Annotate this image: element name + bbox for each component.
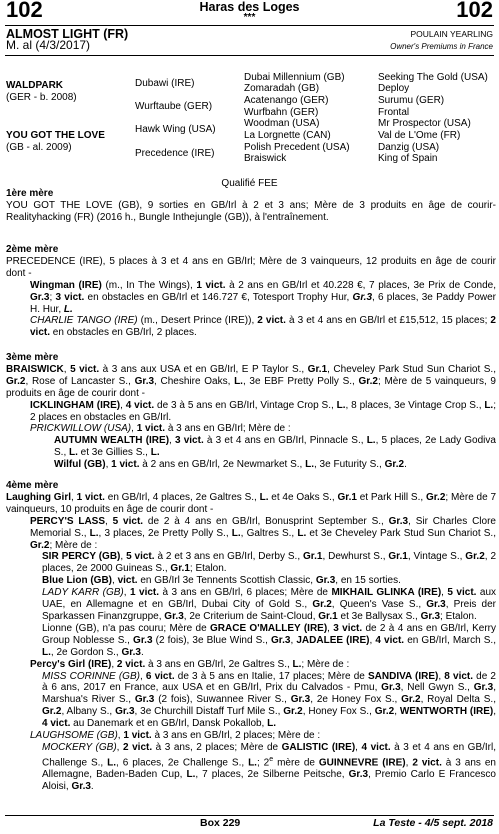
pedigree-g3-item: Polish Precedent (USA)	[244, 142, 350, 153]
pedigree-g4-item: Deploy	[378, 83, 410, 94]
produce-text: en GB/Irl, March S.,	[404, 634, 496, 646]
produce-text: de 3 à 5 ans en Italie, 17 places; Mère de	[174, 670, 368, 682]
wins: 2 vict.	[116, 658, 146, 670]
grade: Gr.3	[381, 682, 401, 694]
pedigree-g3-item: Wurfbahn (GER)	[244, 107, 319, 118]
horse-name: ALMOST LIGHT (FR)	[6, 27, 129, 41]
listed: L.	[292, 658, 302, 670]
produce-text: , Marshua's River S.,	[42, 682, 496, 706]
produce-name: AUTUMN WEALTH (IRE)	[54, 435, 170, 447]
produce-name: Wilful (GB)	[54, 459, 106, 471]
produce-text: ; Mère de :	[301, 658, 350, 670]
produce-text: en obstacles en GB/Irl et 146.727 €, Totesport Trophy Hur,	[84, 291, 353, 303]
grade: Gr.2	[425, 491, 446, 503]
produce-name: GUINNEVRE (IRE)	[318, 757, 406, 769]
grade: Gr.2	[42, 706, 62, 718]
produce-text: , Rose of Lancaster S.,	[25, 375, 135, 387]
produce-text: ; Etalon.	[189, 563, 227, 575]
produce-text: , 6 places, 2e Challenge S.,	[116, 757, 249, 769]
lot-number-right: 102	[456, 0, 493, 22]
dam-name: YOU GOT THE LOVE	[6, 130, 105, 141]
listed: L.	[267, 718, 277, 730]
grade: Gr.2	[374, 706, 395, 718]
produce-text: , 3e Churchill Distaff Turf Mile S.,	[134, 706, 284, 718]
grade: Gr.3	[133, 634, 153, 646]
listed: L.	[305, 459, 314, 471]
wins: 5 vict.	[70, 363, 100, 375]
produce-name: PRICKWILLOW (USA)	[30, 423, 132, 435]
dam-braiswick: BRAISWICK, 5 vict. à 3 ans aux USA et en GB/Irl, E P Taylor S., Gr.1, Cheveley Park Stud Sun Chariot S., Gr.2, Rose of Lancaster S., Gr.3, Cheshire Oaks, L., 3e EBF Pretty Polly S., Gr.2; Mère de 5 vainqueurs, 9 produits en âge de courir dont -	[6, 363, 496, 399]
produce-text: au Danemark et en GB/Irl, Dansk Pokallob,	[70, 718, 268, 730]
produce-autumn-wealth: AUTUMN WEALTH (IRE), 3 vict. à 3 et 4 ans en GB/Irl, Pinnacle S., L., 5 places, 2e Lady Godiva S., L. et 3e Gillies S., L.	[54, 435, 496, 459]
produce-text: , Nell Gwyn S.,	[400, 682, 474, 694]
produce-text: , Cheveley Park Stud Sun Chariot S.,	[327, 363, 496, 375]
pedigree-g4-item: Surumu (GER)	[378, 95, 445, 106]
grade: Gr.3	[315, 575, 336, 587]
produce-lady-karr: LADY KARR (GB), 1 vict. à 3 ans en GB/Irl, 6 places; Mère de MIKHAIL GLINKA (IRE), 5 vict. aux UAE, en Allemagne et en GB/Irl, Dubai City of Gold S., Gr.2, Queen's Vase S., Gr.3, Preis der Sparkassen Finanzgruppe, Gr.3, 2e Criterium de Saint-Cloud, Gr.1 et 3e Ballysax S., Gr.3; Etalon.	[42, 587, 497, 622]
sale-info: La Teste - 4/5 sept. 2018	[373, 817, 493, 829]
produce-name: SIR PERCY (GB)	[42, 551, 121, 563]
listed: L.	[484, 399, 494, 411]
produce-text: ,	[290, 634, 294, 646]
produce-text: à 3 ans en GB/Irl; Mère de :	[165, 423, 291, 435]
grade: Gr.3	[420, 610, 441, 622]
produce-name: JADALEE (IRE)	[296, 634, 370, 646]
produce-text: , Premio Carlo E Francesco Aloisi,	[42, 769, 496, 792]
grade: Gr.2	[283, 706, 303, 718]
produce-text: à 2 et 3 ans en GB/Irl, Derby S.,	[154, 551, 303, 563]
produce-text: Lionne (GB), n'a pas couru; Mère de	[42, 622, 210, 634]
produce-text: ; 2 places en obstacles en GB/Irl.	[30, 399, 496, 423]
produce-name: Percy's Girl (IRE)	[30, 658, 112, 670]
produce-text: de 2 à 4 ans en GB/Irl, Bonusprint September S.,	[143, 515, 389, 527]
produce-text: , 6 places, 3e Paddy Power H. Hur,	[30, 291, 496, 315]
grade: Gr.2	[6, 375, 26, 387]
produce-text: , Galtres S.,	[240, 527, 298, 539]
pedigree-g3-item: Braiswick	[244, 153, 287, 164]
grade: Gr.2	[358, 375, 378, 387]
produce-text: en GB/Irl, 4 places, 2e Galtres S.,	[104, 491, 260, 503]
produce-text: (m., In The Wings),	[101, 279, 197, 291]
pedigree-g2-item: Wurftaube (GER)	[135, 101, 213, 112]
produce-text: , Queen's Vase S.,	[331, 599, 427, 611]
wins: 1 vict.	[130, 587, 160, 599]
produce-text: , en 15 sorties.	[335, 575, 401, 587]
second-dam-intro: PRECEDENCE (IRE), 5 places à 3 et 4 ans en GB/Irl; Mère de 3 vainqueurs, 12 produits en âge de courir dont -	[6, 255, 496, 279]
grade: Gr.3	[115, 706, 135, 718]
owners-premiums: Owner's Premiums in France	[390, 42, 493, 51]
wins: 2 vict.	[30, 315, 496, 339]
produce-text: en GB/Irl 3e Tennents Scottish Classic,	[137, 575, 316, 587]
produce-text: , Dewhurst S.,	[322, 551, 389, 563]
produce-text: à 2 ans en GB/Irl et 40.228 €, 7 places, 3e Prix de Conde,	[225, 279, 496, 291]
pedigree-g3-item: Dubai Millennium (GB)	[244, 72, 345, 83]
wins: 4 vict.	[125, 399, 155, 411]
produce-text: , 5 places, 2e Lady Godiva S.,	[54, 435, 496, 459]
grade: Gr.3	[134, 375, 155, 387]
first-dam-text: YOU GOT THE LOVE (GB), 9 sorties en GB/Irl à 2 et 3 ans; Mère de 3 produits en âge de courir- Realityhacking (FR) (2016 h., Bungle Inthejungle (GB)), à l'entraînement.	[6, 199, 496, 223]
listed: L.	[42, 646, 51, 658]
produce-text: ,	[112, 575, 118, 587]
listed: L.	[336, 399, 346, 411]
produce-text: à 3 ans en GB/Irl, 6 places; Mère de	[159, 587, 332, 599]
produce-text: , Royal Delta S.,	[420, 694, 496, 706]
grade: Gr.3	[121, 646, 141, 658]
listed: L.	[63, 303, 73, 315]
produce-name: LAUGHSOME (GB)	[30, 730, 118, 742]
produce-text: en obstacles en GB/Irl, 2 places.	[50, 327, 197, 339]
produce-text: , 2e Criterium de Saint-Cloud,	[183, 610, 319, 622]
produce-name: MISS CORINNE (GB)	[42, 670, 140, 682]
wins: 2 vict.	[257, 315, 286, 327]
produce-text: et 3e Ballysax S.,	[337, 610, 421, 622]
produce-wingman	[6, 280, 496, 316]
produce-icklingham: ICKLINGHAM (IRE), 4 vict. de 3 à 5 ans en GB/Irl, Vintage Crop S., L., 8 places, 3e Vintage Crop S., L.; 2 places en obstacles en GB/Irl.	[30, 399, 496, 423]
wins: 3 vict.	[174, 435, 204, 447]
produce-mockery: MOCKERY (GB), 2 vict. à 3 ans, 2 places; Mère de GALISTIC (IRE), 4 vict. à 3 et 4 ans en GB/Irl, Challenge S., L., 6 places, 2e Challenge S., L.; 2e mère de GUINNEVRE (IRE), 2 vict. à 3 ans en Allemagne, Baden-Baden Cup, L., 7 places, 2e Silberne Peitsche, Gr.3, Premio Carlo E Francesco Aloisi, Gr.3.	[42, 741, 497, 792]
listed: L.	[89, 527, 99, 539]
listed: L.	[69, 447, 78, 459]
header-rule	[5, 25, 494, 26]
dam-laughing-girl: Laughing Girl, 1 vict. en GB/Irl, 4 places, 2e Galtres S., L. et 4e Oaks S., Gr.1 et Park Hill S., Gr.2; Mère de 7 vainqueurs, 10 produits en âge de courir dont -	[6, 491, 497, 515]
wins: vict.	[117, 575, 138, 587]
grade: Gr.2	[465, 551, 485, 563]
third-dam-heading: 3ème mère	[6, 352, 59, 363]
produce-name: Wingman (IRE)	[30, 279, 102, 291]
section-first-dam	[6, 188, 496, 224]
wins: 5 vict.	[112, 515, 144, 527]
produce-prickwillow: PRICKWILLOW (USA), 1 vict. à 3 ans en GB/Irl; Mère de :	[30, 423, 291, 435]
produce-text: , 2 places, 2e 2000 Guineas S.,	[42, 551, 496, 575]
produce-name: BRAISWICK	[6, 363, 64, 375]
wins: 1 vict.	[196, 279, 226, 291]
produce-text: ; 2	[256, 757, 270, 769]
pedigree-g4-item: Mr Prospector (USA)	[378, 118, 471, 129]
produce-text: (m., Desert Prince (IRE)),	[137, 315, 258, 327]
produce-text: de 2 à 4 ans en GB/Irl, Kerry Group Noblesse S.,	[42, 622, 496, 646]
pedigree-g4-item: Danzig (USA)	[378, 142, 440, 153]
listed: L.	[248, 757, 257, 769]
produce-text: , Vintage S.,	[407, 551, 466, 563]
grade: Gr.3	[134, 694, 155, 706]
first-dam-heading: 1ère mère	[6, 188, 54, 199]
produce-miss-corinne: MISS CORINNE (GB), 6 vict. de 3 à 5 ans en Italie, 17 places; Mère de SANDIVA (IRE), 8 vict. de 2 à 6 ans, 2017 en France, aux USA et en GB/Irl, Prix du Calvados - Pmu, Gr.3, Nell Gwyn S., Gr.3, Marshua's River S., Gr.3 (2 fois), Suwannee River S., Gr.3, 2e Honey Fox S., Gr.2, Royal Delta S., Gr.2, Albany S., Gr.3, 3e Churchill Distaff Turf Mile S., Gr.2, Honey Fox S., Gr.2, WENTWORTH (IRE), 4 vict. au Danemark et en GB/Irl, Dansk Pokallob, L.	[42, 670, 496, 730]
grade: Gr.2	[384, 459, 405, 471]
produce-name: Laughing Girl	[6, 491, 72, 503]
wins: 5 vict.	[447, 587, 477, 599]
pedigree-g3-item: Zomaradah (GB)	[244, 83, 320, 94]
produce-text: , 2e Gordon S.,	[50, 646, 122, 658]
superscript: e	[269, 755, 274, 763]
listed: L.	[231, 527, 241, 539]
title-rule	[5, 55, 494, 56]
grade: Gr.3	[426, 599, 446, 611]
horse-status: POULAIN YEARLING	[410, 29, 493, 39]
produce-text: à 3 ans en Allemagne, Baden-Baden Cup,	[42, 757, 496, 781]
produce-text: , 3e Futurity S.,	[314, 459, 385, 471]
grade: Gr.1	[170, 563, 190, 575]
pedigree-g2-item: Dubawi (IRE)	[135, 78, 195, 89]
consignor-name: Haras des Loges	[199, 0, 300, 14]
produce-sir-percy: SIR PERCY (GB), 5 vict. à 2 et 3 ans en GB/Irl, Derby S., Gr.1, Dewhurst S., Gr.1, Vintage S., Gr.2, 2 places, 2e 2000 Guineas S., Gr.1; Etalon.	[42, 551, 496, 575]
dam-info: (GB - al. 2009)	[6, 142, 72, 153]
wins: 8 vict.	[444, 670, 474, 682]
listed: L.	[107, 757, 117, 769]
produce-text: à 3 et 4 ans en GB/Irl et £15,512, 15 places;	[285, 315, 491, 327]
produce-text: ; Mère de 7 vainqueurs, 10 produits en âge de courir dont -	[6, 491, 497, 515]
produce-wilful: Wilful (GB), 1 vict. à 2 ans en GB/Irl, 2e Newmarket S., L., 3e Futurity S., Gr.2.	[54, 459, 407, 471]
produce-text: et 3e Gillies S.,	[77, 447, 151, 459]
produce-blue-lion	[6, 575, 496, 587]
grade: Gr.1	[388, 551, 408, 563]
grade: Gr.3	[388, 515, 409, 527]
pedigree-g3-item: Acatenango (GER)	[244, 95, 329, 106]
qualifie-fee: Qualifié FEE	[221, 178, 278, 189]
pedigree-g4-item: Frontal	[378, 107, 410, 118]
wins: 2 vict.	[412, 757, 442, 769]
produce-text: aux UAE, en Allemagne et en GB/Irl, Dubai City of Gold S.,	[42, 587, 497, 611]
produce-text: , Cheshire Oaks,	[154, 375, 235, 387]
produce-text: , Honey Fox S.,	[302, 706, 375, 718]
produce-text: ; Mère de :	[49, 539, 98, 551]
pedigree-g3-item: Woodman (USA)	[244, 118, 320, 129]
wins: 3 vict.	[333, 622, 363, 634]
produce-name: MOCKERY (GB)	[42, 741, 117, 753]
produce-text: à 3 ans, 2 places; Mère de	[152, 741, 282, 753]
listed: L.	[186, 769, 196, 781]
produce-text: ,	[394, 706, 397, 718]
grade: Gr.2	[30, 539, 50, 551]
grade: Gr.1	[307, 363, 328, 375]
produce-name: SANDIVA (IRE)	[368, 670, 439, 682]
wins: 6 vict.	[145, 670, 175, 682]
section-fourth-dam	[6, 480, 496, 793]
produce-name: PERCY'S LASS	[30, 515, 106, 527]
grade: Gr.3	[352, 291, 373, 303]
produce-text: , 3 places, 2e Pretty Polly S.,	[98, 527, 232, 539]
grade: Gr.3	[473, 682, 494, 694]
produce-text: à 3 ans en GB/Irl, 2 places; Mère de :	[151, 730, 321, 742]
produce-text: mère de	[273, 757, 319, 769]
grade: Gr.1	[318, 610, 338, 622]
produce-text: , 2e Honey Fox S.,	[310, 694, 402, 706]
pedigree-g4-item: King of Spain	[378, 153, 438, 164]
produce-text: (2 fois), 3e Blue Wind S.,	[152, 634, 271, 646]
wins: 5 vict.	[126, 551, 155, 563]
listed: L.	[234, 375, 243, 387]
section-second-dam	[6, 244, 496, 339]
footer-rule	[5, 815, 494, 816]
sire-name: WALDPARK	[6, 80, 64, 91]
produce-name: WENTWORTH (IRE)	[399, 706, 494, 718]
grade: Gr.3	[290, 694, 311, 706]
produce-text: , 3e EBF Pretty Polly S.,	[242, 375, 359, 387]
section-third-dam	[6, 352, 496, 471]
produce-text: de 2 à 6 ans, 2017 en France, aux USA et en GB/Irl, Prix du Calvados - Pmu,	[42, 670, 496, 694]
fourth-dam-heading: 4ème mère	[6, 480, 59, 491]
produce-lionne: Lionne (GB), n'a pas couru; Mère de GRACE O'MALLEY (IRE), 3 vict. de 2 à 4 ans en GB/Irl, Kerry Group Noblesse S., Gr.3 (2 fois), 3e Blue Wind S., Gr.3, JADALEE (IRE), 4 vict. en GB/Irl, March S., L., 2e Gordon S., Gr.3.	[42, 622, 496, 658]
produce-text: ; Etalon.	[440, 610, 477, 622]
wins: 3 vict.	[55, 291, 85, 303]
listed: L.	[150, 447, 160, 459]
produce-text: ; Mère de 5 vainqueurs, 9 produits en âge de courir dont -	[6, 375, 496, 399]
produce-percys-girl: Percy's Girl (IRE), 2 vict. à 3 ans en GB/Irl, 2e Galtres S., L.; Mère de :	[30, 658, 350, 670]
wins: 4 vict.	[375, 634, 405, 646]
produce-text: et Park Hill S.,	[356, 491, 426, 503]
grade: Gr.3	[30, 291, 50, 303]
produce-text: à 3 ans aux USA et en GB/Irl, E P Taylor S.,	[99, 363, 308, 375]
produce-name: ICKLINGHAM (IRE)	[30, 399, 121, 411]
pedigree-g2-item: Precedence (IRE)	[135, 148, 215, 159]
grade: Gr.3	[164, 610, 184, 622]
grade: Gr.2	[312, 599, 332, 611]
produce-text: , 7 places, 2e Silberne Peitsche,	[195, 769, 349, 781]
produce-name: MIKHAIL GLINKA (IRE)	[331, 587, 442, 599]
grade: Gr.1	[303, 551, 323, 563]
produce-name: Blue Lion (GB)	[42, 575, 112, 587]
grade: Gr.3	[348, 769, 369, 781]
grade: Gr.1	[337, 491, 357, 503]
wins: 1 vict.	[123, 730, 152, 742]
pedigree-g3-item: La Lorgnette (CAN)	[244, 130, 331, 141]
produce-text: , Preis der Sparkassen Finanzgruppe,	[42, 599, 497, 622]
produce-text: .	[140, 646, 144, 658]
produce-charlie-tango	[6, 315, 496, 339]
produce-text: de 3 à 5 ans en GB/Irl, Vintage Crop S.,	[154, 399, 337, 411]
produce-name: LADY KARR (GB)	[42, 587, 124, 599]
produce-text: à 2 ans en GB/Irl, 2e Newmarket S.,	[139, 459, 306, 471]
produce-text: à 3 et 4 ans en GB/Irl, Challenge S.,	[42, 741, 497, 769]
wins: 4 vict.	[42, 718, 71, 730]
produce-text: , Sir Charles Clore Memorial S.,	[30, 515, 496, 539]
second-dam-heading: 2ème mère	[6, 244, 59, 255]
produce-text: , 8 places, 3e Vintage Crop S.,	[345, 399, 485, 411]
produce-text: à 3 et 4 ans en GB/Irl, Pinnacle S.,	[203, 435, 367, 447]
produce-text: , Albany S.,	[61, 706, 116, 718]
produce-text: à 3 ans en GB/Irl, 2e Galtres S.,	[145, 658, 293, 670]
box-number: Box 229	[200, 817, 241, 829]
produce-name: GRACE O'MALLEY (IRE)	[210, 622, 328, 634]
wins: 1 vict.	[136, 423, 166, 435]
listed: L.	[297, 527, 307, 539]
produce-text: (2 fois), Suwannee River S.,	[154, 694, 291, 706]
wins: 4 vict.	[361, 741, 391, 753]
produce-text: et 4e Oaks S.,	[268, 491, 338, 503]
produce-text: .	[90, 780, 94, 792]
produce-name: CHARLIE TANGO (IRE)	[30, 315, 138, 327]
pedigree-g4-item: Val de L'Ome (FR)	[378, 130, 461, 141]
produce-percys-lass: PERCY'S LASS, 5 vict. de 2 à 4 ans en GB/Irl, Bonusprint September S., Gr.3, Sir Charles Clore Memorial S., L., 3 places, 2e Pretty Polly S., L., Galtres S., L. et 3e Cheveley Park Stud Sun Chariot S., Gr.2; Mère de :	[30, 515, 496, 551]
wins: 1 vict.	[111, 459, 140, 471]
listed: L.	[259, 491, 269, 503]
pedigree-g2-item: Hawk Wing (USA)	[135, 124, 216, 135]
listed: L.	[366, 435, 376, 447]
consignor-stars: ***	[243, 12, 256, 23]
grade: Gr.3	[271, 634, 291, 646]
produce-text: ;	[49, 291, 56, 303]
grade: Gr.2	[401, 694, 421, 706]
produce-laughsome: LAUGHSOME (GB), 1 vict. à 3 ans en GB/Irl, 2 places; Mère de :	[30, 730, 321, 742]
horse-sex-birth: M. al (4/3/2017)	[6, 38, 91, 52]
grade: Gr.3	[71, 780, 91, 792]
produce-name: GALISTIC (IRE)	[281, 741, 356, 753]
wins: 2 vict.	[123, 741, 153, 753]
sire-info: (GER - b. 2008)	[6, 92, 77, 103]
wins: 1 vict.	[76, 491, 105, 503]
pedigree-g4-item: Seeking The Gold (USA)	[378, 72, 488, 83]
lot-number-left: 102	[6, 0, 43, 22]
produce-text: et 3e Cheveley Park Stud Sun Chariot S.,	[306, 527, 496, 539]
page-header	[0, 0, 499, 22]
